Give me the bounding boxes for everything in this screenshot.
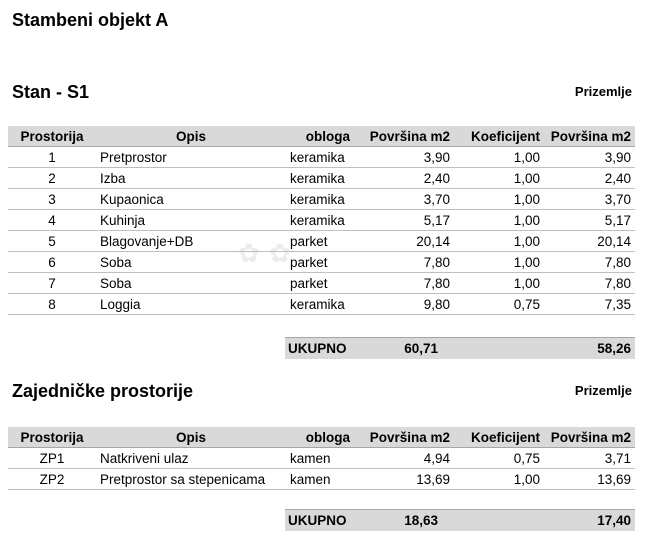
cell-room-number: ZP2 (8, 469, 96, 490)
cell-description: Natkriveni ulaz (96, 448, 286, 469)
cell-description: Pretprostor (96, 147, 286, 168)
table-row (8, 189, 635, 210)
cell-coefficient: 0,75 (454, 294, 544, 315)
column-header-opis: Opis (96, 427, 286, 448)
table-row (8, 273, 635, 294)
cell-weighted-area: 5,17 (544, 210, 635, 231)
cell-area: 13,69 (354, 469, 454, 490)
section-title-zajednicke-prostorije: Zajedničke prostorije (12, 381, 194, 401)
cell-coefficient: 1,00 (454, 252, 544, 273)
cell-area: 3,90 (354, 147, 454, 168)
cell-coefficient: 1,00 (454, 231, 544, 252)
column-header-opis: Opis (96, 126, 286, 147)
cell-weighted-area: 3,71 (544, 448, 635, 469)
rooms-table-stan-s1 (8, 126, 635, 315)
floor-label: Prizemlje (574, 84, 632, 99)
cell-room-number: 3 (8, 189, 96, 210)
cell-description: Izba (96, 168, 286, 189)
section-title-stan-s1: Stan - S1 (12, 82, 90, 102)
table-header-row (8, 126, 635, 147)
total-row (285, 337, 635, 359)
table-row (8, 294, 635, 315)
table-row (8, 448, 635, 469)
cell-coefficient: 0,75 (454, 448, 544, 469)
cell-coefficient: 1,00 (454, 147, 544, 168)
cell-room-number: 7 (8, 273, 96, 294)
table-row (8, 210, 635, 231)
table-body (8, 147, 635, 315)
total-row (285, 509, 635, 531)
cell-room-number: 2 (8, 168, 96, 189)
cell-finish: keramika (286, 189, 354, 210)
total-label: UKUPNO (288, 341, 347, 356)
table-row (8, 168, 635, 189)
cell-finish: kamen (286, 448, 354, 469)
document-title: Stambeni objekt A (12, 10, 169, 30)
total-label: UKUPNO (288, 513, 347, 528)
cell-finish: keramika (286, 168, 354, 189)
cell-room-number: 4 (8, 210, 96, 231)
table-row (8, 231, 635, 252)
total-area: 18,63 (404, 513, 438, 528)
total-area: 60,71 (404, 341, 438, 356)
watermark-logo: ✿ ✿ (238, 238, 292, 268)
cell-description: Soba (96, 252, 286, 273)
cell-description: Kuhinja (96, 210, 286, 231)
column-header-povrsina: Površina m2 (354, 427, 454, 448)
table-row (8, 469, 635, 490)
cell-finish: parket (286, 231, 354, 252)
column-header-prostorija: Prostorija (8, 427, 96, 448)
cell-finish: parket (286, 252, 354, 273)
column-header-koeficijent: Koeficijent (454, 427, 544, 448)
column-header-povrsina-weighted: Površina m2 (544, 427, 635, 448)
cell-finish: keramika (286, 147, 354, 168)
cell-area: 7,80 (354, 273, 454, 294)
cell-room-number: ZP1 (8, 448, 96, 469)
cell-finish: keramika (286, 210, 354, 231)
column-header-obloga: obloga (286, 126, 354, 147)
cell-area: 2,40 (354, 168, 454, 189)
cell-weighted-area: 7,80 (544, 273, 635, 294)
column-header-obloga: obloga (286, 427, 354, 448)
cell-finish: parket (286, 273, 354, 294)
cell-finish: kamen (286, 469, 354, 490)
cell-room-number: 8 (8, 294, 96, 315)
cell-area: 20,14 (354, 231, 454, 252)
rooms-table-zajednicke-prostorije (8, 427, 635, 490)
cell-coefficient: 1,00 (454, 168, 544, 189)
table-row (8, 252, 635, 273)
table-body (8, 448, 635, 490)
table-row (8, 147, 635, 168)
cell-room-number: 5 (8, 231, 96, 252)
cell-area: 9,80 (354, 294, 454, 315)
cell-room-number: 6 (8, 252, 96, 273)
cell-weighted-area: 7,80 (544, 252, 635, 273)
cell-description: Soba (96, 273, 286, 294)
cell-description: Kupaonica (96, 189, 286, 210)
cell-coefficient: 1,00 (454, 189, 544, 210)
total-weighted-area: 58,26 (597, 341, 631, 356)
cell-finish: keramika (286, 294, 354, 315)
cell-area: 5,17 (354, 210, 454, 231)
cell-weighted-area: 7,35 (544, 294, 635, 315)
column-header-koeficijent: Koeficijent (454, 126, 544, 147)
column-header-povrsina: Površina m2 (354, 126, 454, 147)
total-weighted-area: 17,40 (597, 513, 631, 528)
cell-weighted-area: 2,40 (544, 168, 635, 189)
cell-coefficient: 1,00 (454, 469, 544, 490)
cell-room-number: 1 (8, 147, 96, 168)
cell-weighted-area: 13,69 (544, 469, 635, 490)
cell-coefficient: 1,00 (454, 273, 544, 294)
cell-description: Blagovanje+DB (96, 231, 286, 252)
cell-description: Loggia (96, 294, 286, 315)
column-header-prostorija: Prostorija (8, 126, 96, 147)
cell-area: 3,70 (354, 189, 454, 210)
cell-weighted-area: 3,90 (544, 147, 635, 168)
cell-weighted-area: 3,70 (544, 189, 635, 210)
table-header-row (8, 427, 635, 448)
cell-weighted-area: 20,14 (544, 231, 635, 252)
floor-label: Prizemlje (574, 383, 632, 398)
cell-area: 7,80 (354, 252, 454, 273)
cell-area: 4,94 (354, 448, 454, 469)
column-header-povrsina-weighted: Površina m2 (544, 126, 635, 147)
cell-description: Pretprostor sa stepenicama (96, 469, 286, 490)
cell-coefficient: 1,00 (454, 210, 544, 231)
